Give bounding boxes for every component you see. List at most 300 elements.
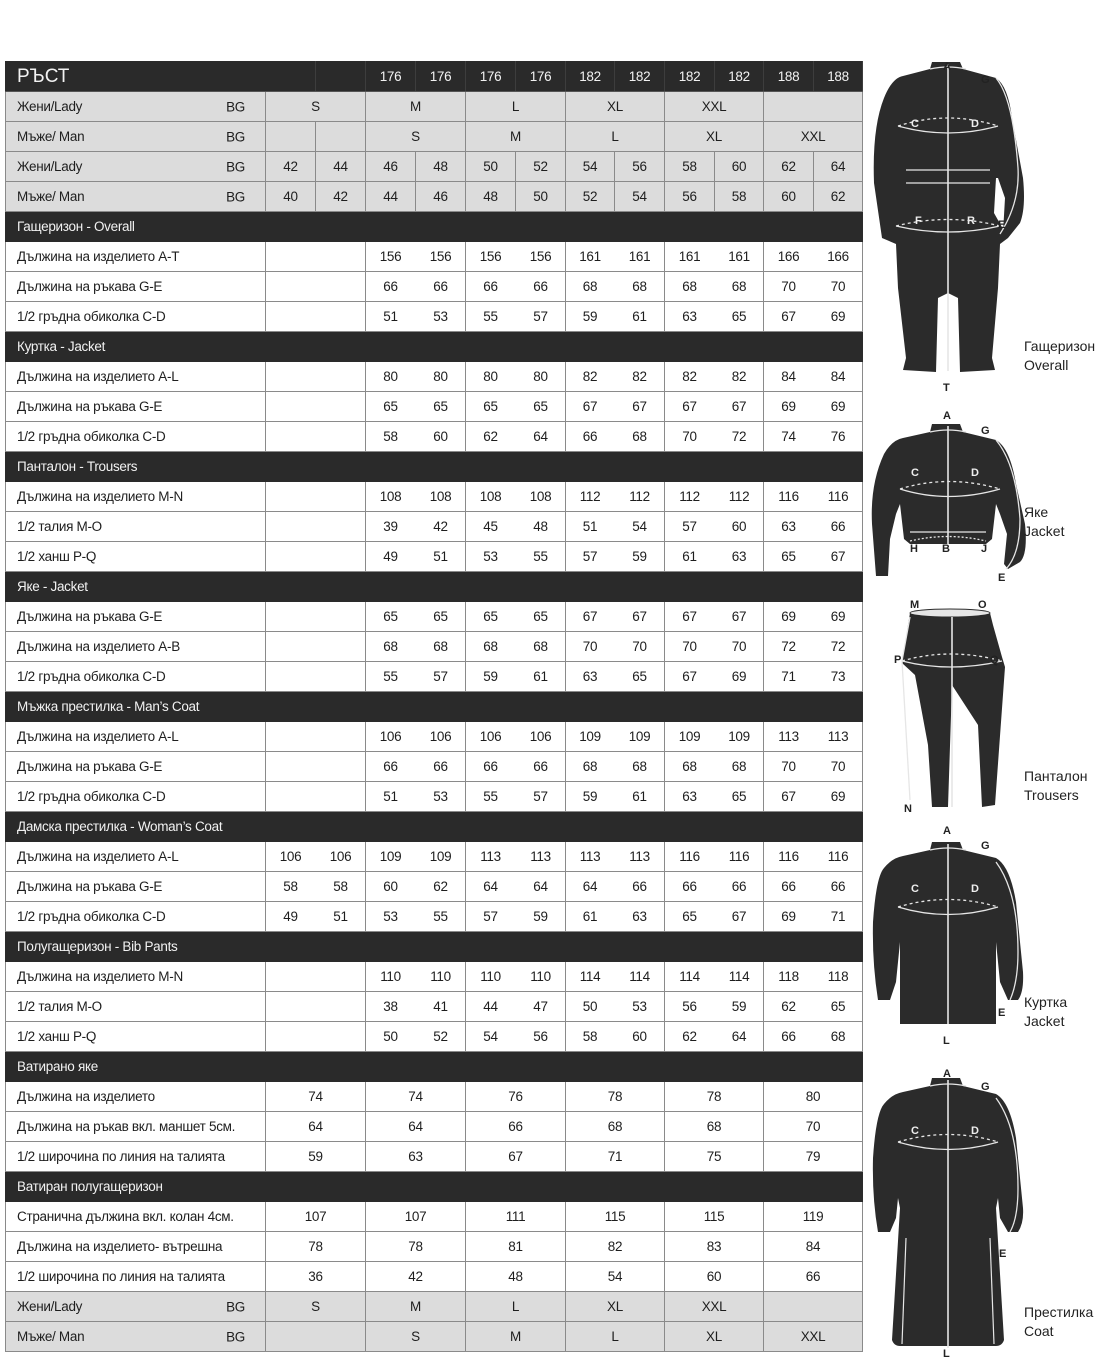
measurement-value: 66	[416, 272, 466, 302]
measurement-value: 60	[416, 422, 466, 452]
jacket-label	[1024, 993, 1067, 1031]
measurement-value: 79	[764, 1142, 863, 1172]
measurement-value	[316, 242, 366, 272]
measurement-value: 108	[366, 482, 416, 512]
measurement-value: 49	[266, 902, 316, 932]
measurement-value: 65	[466, 392, 516, 422]
measurement-label: 1/2 гръдна обиколка C-D	[6, 902, 266, 932]
numeric-size-row	[6, 152, 863, 182]
measurement-value: 67	[715, 392, 764, 422]
measurement-label: Дължина на изделието A-L	[6, 362, 266, 392]
measurement-value: 106	[416, 722, 466, 752]
measurement-value	[266, 482, 316, 512]
measurement-value: 156	[416, 242, 466, 272]
measurement-value: 75	[665, 1142, 764, 1172]
numeric-size-cell: 52	[516, 152, 566, 182]
measurement-value: 80	[416, 362, 466, 392]
coat-label	[1024, 1303, 1093, 1341]
numeric-size-cell: 64	[814, 152, 863, 182]
measurement-label: Странична дължина вкл. колан 4см.	[6, 1202, 266, 1232]
measurement-value	[266, 242, 316, 272]
point-label-g: G	[981, 1081, 990, 1093]
numeric-size-cell: 60	[715, 152, 764, 182]
measurement-value: 78	[366, 1232, 466, 1262]
measurement-value: 58	[266, 872, 316, 902]
measurement-value: 48	[466, 1262, 566, 1292]
measurement-value: 109	[366, 842, 416, 872]
height-cell: 188	[814, 62, 863, 92]
measurement-value	[266, 512, 316, 542]
row-label-cell	[6, 122, 266, 152]
measurement-value: 62	[764, 992, 814, 1022]
measurement-value: 51	[316, 902, 366, 932]
measurement-value: 68	[665, 752, 715, 782]
measurement-value: 66	[615, 872, 665, 902]
row-label-cell	[6, 92, 266, 122]
measurement-value	[316, 992, 366, 1022]
measurement-value	[316, 512, 366, 542]
region-code: BG	[226, 189, 245, 204]
measurement-value: 67	[814, 542, 863, 572]
measurement-label: 1/2 талия M-O	[6, 992, 266, 1022]
measurement-value: 51	[416, 542, 466, 572]
overall-figure	[868, 58, 1028, 394]
measurement-value: 70	[764, 752, 814, 782]
measurement-value: 70	[615, 632, 665, 662]
measurement-value: 118	[764, 962, 814, 992]
point-label-j: J	[981, 543, 988, 555]
measurement-value	[316, 962, 366, 992]
point-label-c: C	[911, 118, 919, 130]
size-cell: M	[366, 92, 466, 122]
size-cell: XL	[665, 1322, 764, 1352]
measurement-value: 74	[266, 1082, 366, 1112]
measurement-value: 51	[366, 302, 416, 332]
measurement-value: 110	[516, 962, 566, 992]
height-cell: 182	[665, 62, 715, 92]
numeric-size-cell: 42	[266, 152, 316, 182]
measurement-value: 65	[764, 542, 814, 572]
measurement-value: 76	[466, 1082, 566, 1112]
size-cell: S	[266, 92, 366, 122]
measurement-value: 60	[715, 512, 764, 542]
overall-label-en: Overall	[1024, 357, 1069, 373]
measurement-row	[6, 992, 863, 1022]
measurement-value: 66	[715, 872, 764, 902]
measurement-value: 67	[665, 392, 715, 422]
measurement-value: 53	[366, 902, 416, 932]
measurement-value: 119	[764, 1202, 863, 1232]
measurement-value: 58	[316, 872, 366, 902]
point-label-e: E	[998, 572, 1006, 584]
measurement-value: 42	[416, 512, 466, 542]
coat-diagram	[868, 1058, 1028, 1358]
measurement-value: 65	[516, 602, 566, 632]
measurement-value: 70	[566, 632, 615, 662]
size-cell: XXL	[665, 92, 764, 122]
point-label-c: C	[911, 883, 919, 895]
measurement-value: 110	[366, 962, 416, 992]
measurement-value	[266, 602, 316, 632]
short-jacket-label	[1024, 503, 1064, 541]
size-cell: XL	[566, 1292, 665, 1322]
measurement-value: 65	[615, 662, 665, 692]
measurement-value: 113	[814, 722, 863, 752]
point-label-l: L	[943, 1348, 950, 1358]
numeric-size-cell: 58	[715, 182, 764, 212]
measurement-value: 110	[466, 962, 516, 992]
measurement-value: 72	[715, 422, 764, 452]
measurement-value: 66	[764, 872, 814, 902]
measurement-value: 68	[715, 272, 764, 302]
section-title: Гащеризон - Overall	[6, 212, 863, 242]
measurement-row	[6, 962, 863, 992]
point-label-t: T	[943, 382, 950, 394]
measurement-value: 80	[366, 362, 416, 392]
measurement-value: 71	[764, 662, 814, 692]
measurement-value: 106	[366, 722, 416, 752]
row-label-cell	[6, 182, 266, 212]
measurement-value: 76	[814, 422, 863, 452]
measurement-value: 64	[516, 872, 566, 902]
measurement-row	[6, 1022, 863, 1052]
measurement-value: 74	[366, 1082, 466, 1112]
measurement-value	[266, 722, 316, 752]
measurement-value: 48	[516, 512, 566, 542]
measurement-value: 70	[665, 632, 715, 662]
measurement-value: 82	[665, 362, 715, 392]
point-label-r: R	[967, 215, 975, 227]
measurement-value: 66	[366, 272, 416, 302]
measurement-value: 70	[764, 272, 814, 302]
measurement-value: 55	[466, 782, 516, 812]
measurement-value: 63	[665, 302, 715, 332]
measurement-value	[316, 782, 366, 812]
size-cell: XL	[566, 92, 665, 122]
size-cell: L	[466, 1292, 566, 1322]
measurement-value: 70	[764, 1112, 863, 1142]
measurement-value: 106	[266, 842, 316, 872]
measurement-value: 45	[466, 512, 516, 542]
measurement-row	[6, 722, 863, 752]
trousers-label	[1024, 767, 1087, 805]
row-label: Мъже/ Man	[17, 1329, 85, 1344]
row-label-cell	[6, 1322, 266, 1352]
measurement-row	[6, 1262, 863, 1292]
section-title: Панталон - Trousers	[6, 452, 863, 482]
measurement-value: 166	[814, 242, 863, 272]
measurement-value: 116	[814, 842, 863, 872]
size-cell: S	[266, 1292, 366, 1322]
measurement-value	[266, 272, 316, 302]
measurement-value: 61	[615, 782, 665, 812]
size-row-lady	[6, 92, 863, 122]
measurement-value: 69	[764, 902, 814, 932]
measurement-value: 53	[416, 302, 466, 332]
coat-figure	[868, 1058, 1028, 1358]
measurement-value: 64	[715, 1022, 764, 1052]
measurement-value: 66	[366, 752, 416, 782]
measurement-value: 59	[566, 302, 615, 332]
measurement-row	[6, 842, 863, 872]
measurement-value: 59	[715, 992, 764, 1022]
measurement-label: Дължина на изделието A-B	[6, 632, 266, 662]
measurement-value: 116	[715, 842, 764, 872]
measurement-value: 161	[715, 242, 764, 272]
measurement-value: 106	[316, 842, 366, 872]
section-header	[6, 212, 863, 242]
height-cell: 182	[615, 62, 665, 92]
measurement-value: 67	[665, 662, 715, 692]
measurement-row	[6, 542, 863, 572]
measurement-label: Дължина на изделието	[6, 1082, 266, 1112]
size-row-bottom	[6, 1322, 863, 1352]
measurement-value	[266, 752, 316, 782]
measurement-value: 67	[566, 392, 615, 422]
region-code: BG	[226, 129, 245, 144]
size-cell: L	[566, 122, 665, 152]
measurement-label: Дължина на ръкава G-E	[6, 872, 266, 902]
section-header	[6, 1052, 863, 1082]
jacket-figure	[868, 822, 1028, 1047]
measurement-value	[316, 482, 366, 512]
size-row-bottom	[6, 1292, 863, 1322]
measurement-value: 67	[566, 602, 615, 632]
measurement-value: 66	[466, 752, 516, 782]
measurement-value: 107	[366, 1202, 466, 1232]
measurement-value: 39	[366, 512, 416, 542]
point-label-m: M	[910, 599, 920, 611]
measurement-value	[316, 752, 366, 782]
measurement-value: 114	[615, 962, 665, 992]
measurement-label: 1/2 гръдна обиколка C-D	[6, 782, 266, 812]
measurement-value: 116	[764, 842, 814, 872]
measurement-value: 57	[566, 542, 615, 572]
measurement-value	[316, 362, 366, 392]
section-title: Ватиран полугащеризон	[6, 1172, 863, 1202]
measurement-value: 114	[566, 962, 615, 992]
measurement-value: 66	[764, 1262, 863, 1292]
point-label-o: O	[978, 599, 987, 611]
measurement-value: 116	[814, 482, 863, 512]
point-label-b: B	[942, 543, 950, 555]
measurement-value: 110	[416, 962, 466, 992]
height-cell	[266, 62, 316, 92]
measurement-value: 67	[466, 1142, 566, 1172]
measurement-label: 1/2 гръдна обиколка C-D	[6, 302, 266, 332]
numeric-size-cell: 40	[266, 182, 316, 212]
measurement-value: 70	[814, 272, 863, 302]
measurement-value: 112	[665, 482, 715, 512]
jacket-diagram	[868, 822, 1028, 1047]
measurement-value: 84	[764, 1232, 863, 1262]
short-jacket-label-en: Jacket	[1024, 523, 1065, 539]
measurement-value: 53	[466, 542, 516, 572]
measurement-value: 60	[665, 1262, 764, 1292]
measurement-value: 156	[516, 242, 566, 272]
jacket-label-bg: Куртка	[1024, 994, 1068, 1010]
measurement-value: 65	[665, 902, 715, 932]
measurement-value: 69	[814, 302, 863, 332]
measurement-value: 70	[715, 632, 764, 662]
measurement-value: 67	[764, 302, 814, 332]
measurement-value: 71	[566, 1142, 665, 1172]
measurement-value: 156	[366, 242, 416, 272]
numeric-size-cell: 50	[466, 152, 516, 182]
measurement-value: 72	[764, 632, 814, 662]
measurement-label: Дължина на ръкава G-E	[6, 272, 266, 302]
measurement-value: 64	[266, 1112, 366, 1142]
measurement-value: 68	[665, 272, 715, 302]
height-cell: 182	[715, 62, 764, 92]
measurement-value: 58	[566, 1022, 615, 1052]
measurement-value: 54	[615, 512, 665, 542]
measurement-label: Дължина на изделието M-N	[6, 482, 266, 512]
measurement-value: 106	[516, 722, 566, 752]
measurement-label: Дължина на ръкав вкл. маншет 5см.	[6, 1112, 266, 1142]
row-label: Жени/Lady	[17, 99, 83, 114]
measurement-value: 67	[615, 602, 665, 632]
region-code: BG	[226, 1329, 245, 1344]
height-cell: 182	[566, 62, 615, 92]
measurement-label: Дължина на ръкава G-E	[6, 602, 266, 632]
measurement-value: 112	[615, 482, 665, 512]
measurement-value: 51	[366, 782, 416, 812]
size-cell	[764, 1292, 863, 1322]
measurement-value	[266, 302, 316, 332]
measurement-value: 68	[615, 422, 665, 452]
measurement-value: 63	[615, 902, 665, 932]
measurement-value: 64	[516, 422, 566, 452]
height-cell: 176	[516, 62, 566, 92]
point-label-a: A	[943, 61, 951, 73]
size-chart-table	[5, 61, 863, 1352]
section-header	[6, 1172, 863, 1202]
measurement-value: 67	[615, 392, 665, 422]
measurement-value: 109	[416, 842, 466, 872]
measurement-value: 66	[466, 1112, 566, 1142]
measurement-value: 69	[764, 392, 814, 422]
measurement-label: 1/2 гръдна обиколка C-D	[6, 422, 266, 452]
short-jacket-figure	[868, 404, 1028, 586]
measurement-value: 78	[266, 1232, 366, 1262]
section-title: Ватирано яке	[6, 1052, 863, 1082]
measurement-value: 69	[764, 602, 814, 632]
point-label-e: E	[998, 1007, 1006, 1019]
measurement-value: 72	[814, 632, 863, 662]
measurement-value: 47	[516, 992, 566, 1022]
measurement-row	[6, 1232, 863, 1262]
measurement-value: 80	[466, 362, 516, 392]
measurement-value: 59	[615, 542, 665, 572]
measurement-label: 1/2 ханш P-Q	[6, 542, 266, 572]
section-header	[6, 932, 863, 962]
short-jacket-label-bg: Яке	[1024, 504, 1049, 520]
numeric-size-cell: 54	[615, 182, 665, 212]
measurement-label: 1/2 гръдна обиколка C-D	[6, 662, 266, 692]
measurement-value: 68	[615, 272, 665, 302]
measurement-value: 42	[366, 1262, 466, 1292]
numeric-size-cell: 48	[416, 152, 466, 182]
measurement-value: 57	[516, 302, 566, 332]
table-title: РЪСТ	[6, 62, 266, 92]
numeric-size-cell: 48	[466, 182, 516, 212]
measurement-value	[266, 992, 316, 1022]
measurement-value	[266, 542, 316, 572]
row-label: Жени/Lady	[17, 159, 83, 174]
measurement-value: 112	[715, 482, 764, 512]
height-header-row	[6, 62, 863, 92]
section-header	[6, 812, 863, 842]
measurement-value: 44	[466, 992, 516, 1022]
measurement-value: 161	[566, 242, 615, 272]
measurement-value: 80	[516, 362, 566, 392]
measurement-value: 71	[814, 902, 863, 932]
measurement-label: Дължина на изделието A-L	[6, 722, 266, 752]
measurement-value	[266, 662, 316, 692]
measurement-value	[316, 1022, 366, 1052]
measurement-row	[6, 392, 863, 422]
measurement-value: 61	[665, 542, 715, 572]
numeric-size-cell: 60	[764, 182, 814, 212]
measurement-value: 51	[566, 512, 615, 542]
measurement-value: 63	[715, 542, 764, 572]
measurement-value: 50	[366, 1022, 416, 1052]
row-label: Мъже/ Man	[17, 129, 85, 144]
measurement-value: 65	[366, 392, 416, 422]
measurement-value: 114	[665, 962, 715, 992]
section-header	[6, 332, 863, 362]
numeric-size-cell: 56	[615, 152, 665, 182]
measurement-value: 64	[566, 872, 615, 902]
measurement-value: 82	[566, 1232, 665, 1262]
measurement-row	[6, 302, 863, 332]
row-label-cell	[6, 152, 266, 182]
measurement-value: 57	[516, 782, 566, 812]
point-label-q: Q	[990, 654, 999, 666]
measurement-value: 55	[466, 302, 516, 332]
measurement-value: 55	[366, 662, 416, 692]
numeric-size-cell: 44	[366, 182, 416, 212]
measurement-row	[6, 362, 863, 392]
measurement-value: 108	[516, 482, 566, 512]
measurement-value	[316, 272, 366, 302]
measurement-value: 115	[566, 1202, 665, 1232]
measurement-value: 82	[615, 362, 665, 392]
measurement-value: 161	[665, 242, 715, 272]
numeric-size-cell: 46	[366, 152, 416, 182]
measurement-row	[6, 512, 863, 542]
point-label-a: A	[943, 410, 951, 422]
short-jacket-diagram	[868, 404, 1028, 586]
measurement-value: 36	[266, 1262, 366, 1292]
coat-label-en: Coat	[1024, 1323, 1054, 1339]
point-label-e: E	[998, 219, 1006, 231]
numeric-size-cell: 52	[566, 182, 615, 212]
measurement-value: 65	[466, 602, 516, 632]
measurement-value: 55	[416, 902, 466, 932]
trousers-figure	[890, 595, 1010, 815]
point-label-f: F	[915, 215, 922, 227]
measurement-value: 65	[416, 392, 466, 422]
measurement-value: 59	[466, 662, 516, 692]
measurement-value: 68	[814, 1022, 863, 1052]
measurement-value: 80	[764, 1082, 863, 1112]
point-label-n: N	[904, 803, 912, 815]
size-row-man	[6, 122, 863, 152]
measurement-value: 50	[566, 992, 615, 1022]
section-title: Куртка - Jacket	[6, 332, 863, 362]
